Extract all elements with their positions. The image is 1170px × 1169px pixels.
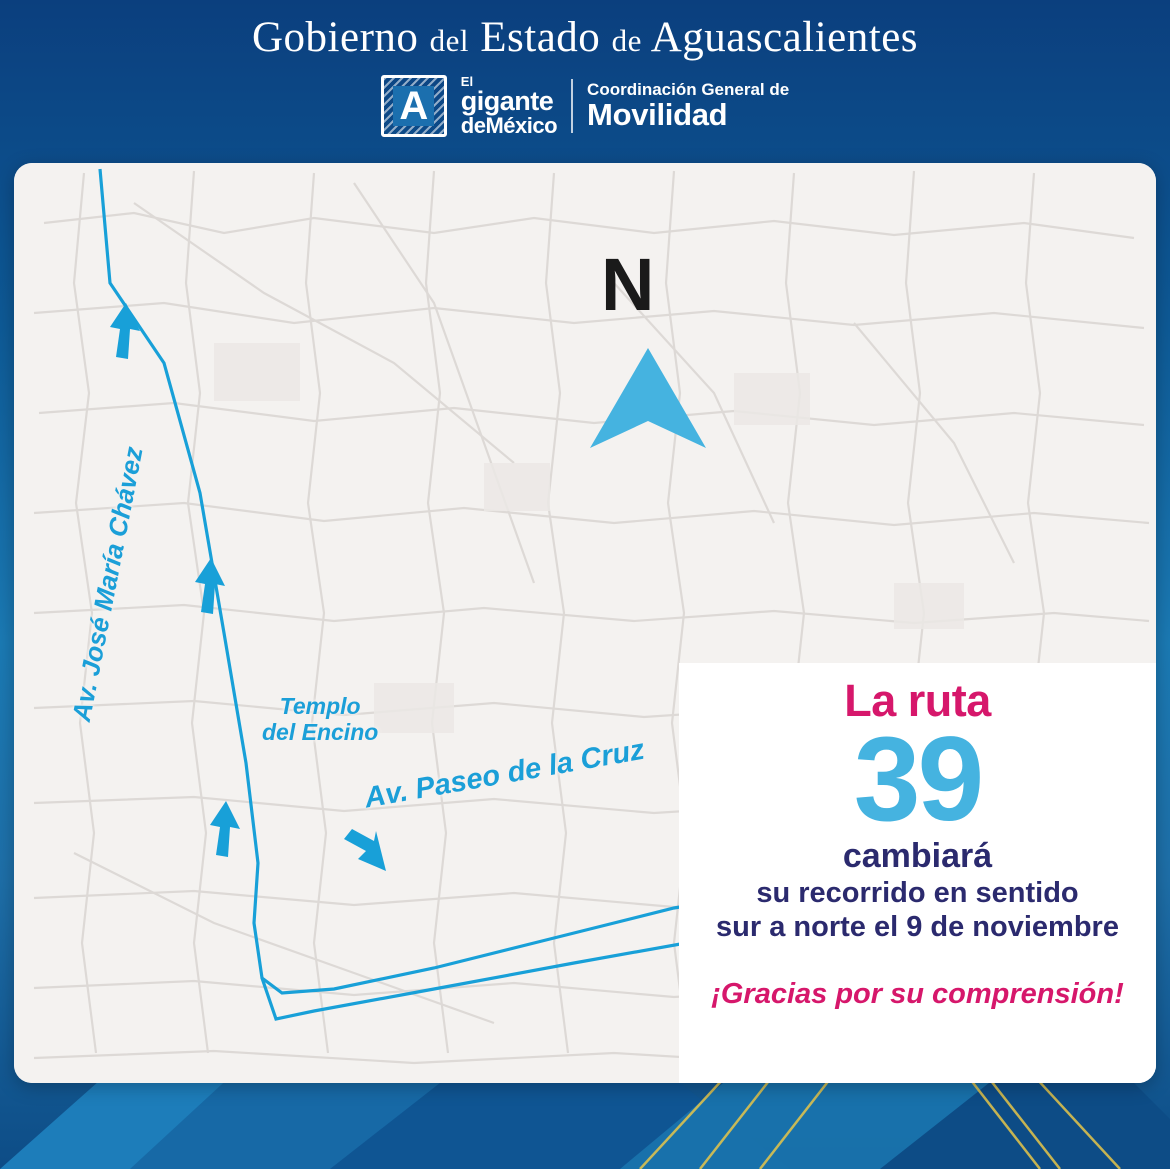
gigante-logo-icon	[381, 75, 447, 137]
gov-title-aguascalientes: Aguascalientes	[650, 14, 919, 61]
gigante-line1: El	[460, 74, 474, 89]
gov-title-del: del	[429, 23, 470, 58]
info-line-3: sur a norte el 9 de noviembre	[716, 910, 1119, 943]
gov-title-estado: Estado	[480, 14, 601, 61]
gigante-logo-letter: A	[393, 86, 434, 126]
logo-divider	[571, 79, 573, 133]
templo-line1: Templo	[279, 693, 361, 719]
map-card[interactable]	[14, 163, 1156, 1083]
government-title	[0, 16, 1170, 59]
info-ruta-label: La ruta	[844, 675, 991, 726]
logo-row	[0, 75, 1170, 137]
coordinacion-line1: Coordinación General de	[587, 79, 790, 99]
coordinacion-logo-text	[587, 81, 789, 131]
info-thanks-message: ¡Gracias por su comprensión!	[711, 978, 1124, 1011]
info-line-2: su recorrido en sentido	[756, 876, 1079, 909]
templo-line2: del Encino	[262, 719, 379, 746]
gigante-logo-text	[461, 75, 557, 137]
gigante-line3: deMéxico	[460, 113, 558, 138]
info-line-cambiara: cambiará	[842, 837, 993, 876]
gov-title-gobierno: Gobierno	[251, 14, 419, 61]
header	[0, 0, 1170, 137]
gov-title-de: de	[611, 23, 642, 58]
info-panel	[679, 663, 1156, 1083]
info-route-number: 39	[853, 712, 982, 847]
gigante-line2: gigante	[460, 86, 554, 116]
poi-label-templo-del-encino	[262, 693, 378, 746]
street-label-jose-maria-chavez: Av. José María Chávez	[66, 444, 149, 724]
street-label-paseo-de-la-cruz: Av. Paseo de la Cruz	[362, 733, 647, 815]
north-letter: N	[601, 243, 655, 326]
coordinacion-line2: Movilidad	[587, 96, 728, 132]
